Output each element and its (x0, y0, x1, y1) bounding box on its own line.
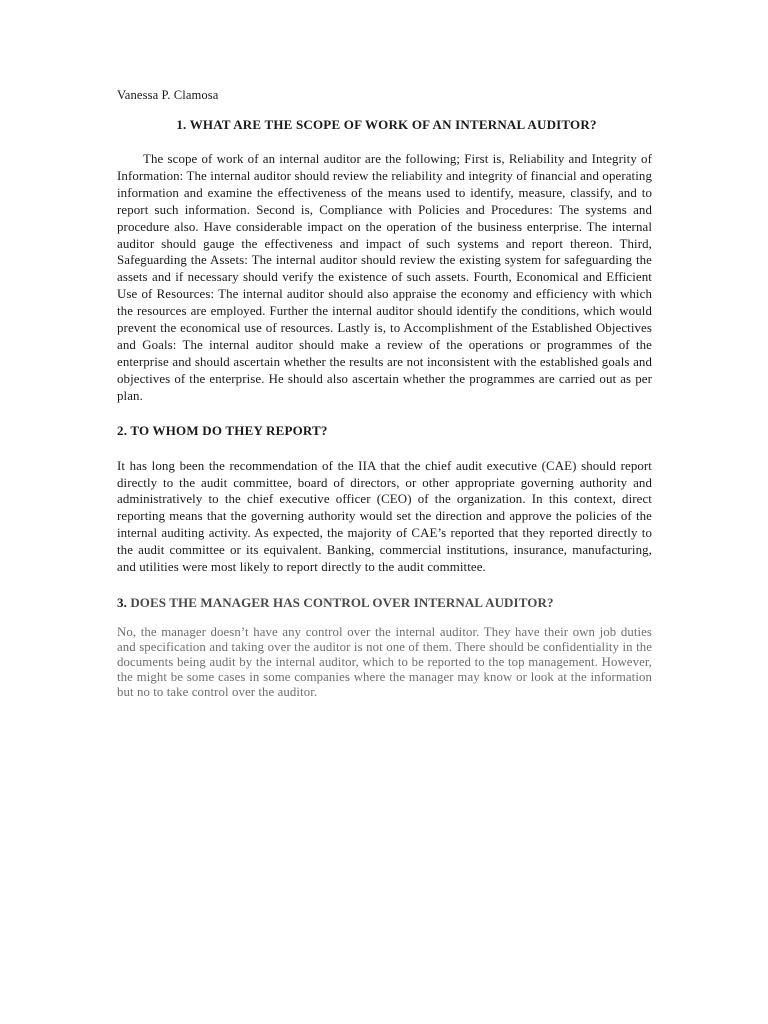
section-3-heading (117, 595, 652, 611)
author-name: Vanessa P. Clamosa (117, 88, 219, 102)
section-3-body: No, the manager doesn’t have any control over the internal auditor. They have their own job duties and specification and taking over the auditor is not one of them. There should be confidentiality in the documents being audit by the internal auditor, which to be reported to the top management. However, the might be some cases in some companies where the manager may know or look at the information but no to take control over the auditor. (117, 624, 652, 699)
section-1-heading: 1. WHAT ARE THE SCOPE OF WORK OF AN INTERNAL AUDITOR? (176, 117, 597, 132)
section-1-body: The scope of work of an internal auditor are the following; First is, Reliability and Integrity of Information: The internal auditor should review the reliability and integrity of financial and operating information and examine the effectiveness of the means used to identify, measure, classify, and to report such information. Second is, Compliance with Policies and Procedures: The systems and procedure also. Have considerable impact on the operation of the business enterprise. The internal auditor should gauge the effectiveness and impact of such systems and report thereon. Third, Safeguarding the Assets: The internal auditor should review the existing system for safeguarding the assets and if necessary should verify the existence of such assets. Fourth, Economical and Efficient Use of Resources: The internal auditor should also appraise the economy and efficiency with which the resources are employed. Further the internal auditor should identify the conditions, which would prevent the economical use of resources. Lastly is, to Accomplishment of the Established Objectives and Goals: The internal auditor should make a review of the operations or programmes of the enterprise and should ascertain whether the results are not inconsistent with the established goals and objectives of the enterprise. He should also ascertain whether the programmes are carried out as per plan. (117, 152, 652, 403)
section-2-heading: 2. TO WHOM DO THEY REPORT? (117, 422, 328, 438)
document-page (117, 87, 652, 700)
section-3-heading-text: DOES THE MANAGER HAS CONTROL OVER INTERNAL AUDITOR? (130, 594, 554, 610)
section-3-number: 3. (117, 594, 127, 610)
section-2-body: It has long been the recommendation of the IIA that the chief audit executive (CAE) should report directly to the audit committee, board of directors, or other appropriate governing authority and administratively to the chief executive officer (CEO) of the organization. In this context, direct reporting means that the governing authority would set the direction and approve the policies of the internal auditing activity. As expected, the majority of CAE’s reported that they reported directly to the audit committee or its equivalent. Banking, commercial institutions, insurance, manufacturing, and utilities were most likely to report directly to the audit committee. (117, 458, 652, 575)
